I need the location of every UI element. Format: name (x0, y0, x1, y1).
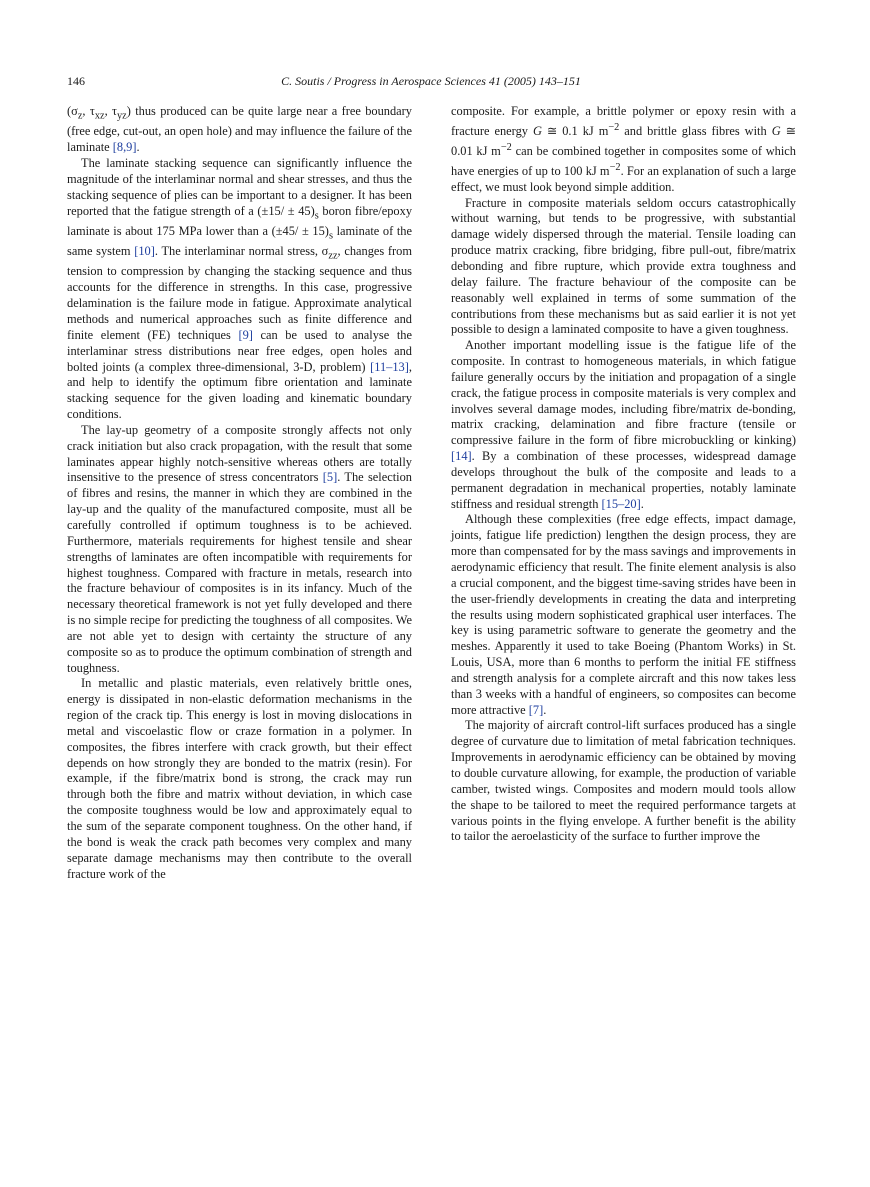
citation-link[interactable]: [8,9] (112, 140, 137, 155)
citation-link[interactable]: [10] (134, 244, 155, 259)
paragraph-stress-components: ($\sigma_z$, $\tau_{xz}$, $\tau_{yz}$) thus produced can be quite large near a free boundary (free edge, cut-out, an open hole) and may influence the failure of the laminate [8,9]. (67, 104, 413, 155)
paragraph-control-surfaces: The majority of aircraft control-lift surfaces produced has a single degree of curvature due to limitation of metal fabrication techniques. Improvements in aerodynamic efficiency can be obtained by moving to double curvature allowing, for example, the production of variable camber, twisted wings. Composites and modern mould tools allow the shape to be tailored to meet the required performance targets at various points in the flying envelope. A further benefit is the ability to tailor the aeroelasticity of the surface to further improve the (451, 718, 796, 844)
citation-link[interactable]: [11–13] (370, 359, 409, 374)
citation-link[interactable]: [5] (322, 470, 338, 485)
journal-reference: C. Soutis / Progress in Aerospace Sciences 41 (2005) 143–151 (281, 74, 581, 88)
paragraph-lay-up-geometry: The lay-up geometry of a composite strongly affects not only crack initiation but also crack propagation, with the result that some laminates appear highly notch-sensitive whereas others are totally insensitive to the presence of stress concentrators [5]. The selection of fibres and resins, the manner in which they are combined in the lay-up and the quality of the manufactured composite, must all be carefully controlled if optimum toughness is to be achieved. Furthermore, materials requirements for highest tensile and shear strengths of laminates are often incompatible with requirements for highest toughness. Compared with fracture in metals, research into the fracture behaviour of composites is in its infancy. Much of the necessary theoretical framework is not yet fully developed and there is no simple recipe for predicting the toughness of all composites. We are not able yet to design with certainty the structure of any composite so as to produce the optimum combination of strength and toughness. (67, 422, 413, 675)
paragraph-fracture-energy: composite. For example, a brittle polymer or epoxy resin with a fracture energy G ≅ 0.1 kJ $m^{-2}$ and brittle glass fibres with G ≅ 0.01 kJ $m^{-2}$ can be combined together in composites some of which have energies of up to 100 kJ $m^{-2}$. For an explanation of such a large effect, we must look beyond simple addition. (451, 104, 796, 194)
paragraph-energy-dissipation: In metallic and plastic materials, even relatively brittle ones, energy is dissipated in non-elastic deformation mechanisms in the region of the crack tip. This energy is lost in moving dislocations in metal and viscoelastic flow or craze formation in a polymer. In composites, the fibres interfere with crack growth, but their effect depends on how strongly they are bonded to the matrix (resin). For example, if the fibre/matrix bond is strong, the crack may run through both the fibre and matrix without deviation, in which case the composite toughness would be low and approximately equal to the sum of the separate component toughness. On the other hand, if the bond is weak the crack path becomes very complex and many separate damage mechanisms may then contribute to the overall fracture work of the (67, 676, 412, 881)
citation-link[interactable]: [7] (528, 702, 544, 717)
running-header (67, 73, 795, 89)
citation-link[interactable]: [15–20] (601, 496, 641, 511)
citation-link[interactable]: [9] (238, 327, 253, 342)
paragraph-stacking-sequence: The laminate stacking sequence can significantly influence the magnitude of the interlaminar normal and shear stresses, and thus the stacking sequence of plies can be important to a designer. It has been reported that the fatigue strength of a $(\pm 15/ \pm 45)_s$ boron fibre/epoxy laminate is about 175 MPa lower than a $(\pm 45/ \pm 15)_s$ laminate of the same system [10]. The interlaminar normal stress, $\sigma_{zz}$, changes from tension to compression by changing the stacking sequence and thus accounts for the difference in strengths. In this case, progressive delamination is the failure mode in fatigue. Approximate analytical methods and numerical approaches such as finite difference and finite element (FE) techniques [9] can be used to analyse the interlaminar stress distributions near free edges, open holes and bolted joints (a complex three-dimensional, 3-D, problem) [11–13], and help to identify the optimum fibre orientation and laminate stacking sequence for the given loading and kinematic boundary conditions. (67, 156, 413, 422)
left-column (67, 104, 412, 882)
paragraph-design-complexities: Although these complexities (free edge effects, impact damage, joints, fatigue life prediction) lengthen the design process, they are more than compensated for by the mass savings and improvements in aerodynamic efficiency that result. The finite element analysis is also a crucial component, and the biggest time-saving strides have been in the user-friendly developments in creating the data and interpreting the results using modern sophisticated graphical user interfaces. The key is using parametric software to generate the geometry and the meshes. Apparently it used to take Boeing (Phantom Works) in St. Louis, USA, more than 6 months to perform the initial FE stiffness and strength analysis for a complete aircraft and this now takes less than 3 weeks with a handful of engineers, so composites can become more attractive [7]. (451, 512, 796, 717)
citation-link[interactable]: [14] (451, 449, 472, 464)
paragraph-progressive-fracture: Fracture in composite materials seldom occurs catastrophically without warning, but tends to be progressive, with substantial damage widely dispersed through the material. Tensile loading can produce matrix cracking, fibre bridging, fibre pull-out, fibre/matrix debonding and fibre rupture, which provide extra toughness and delay failure. The fracture behaviour of the composite can be reasonably well explained in terms of some summation of the contributions from these mechanisms but as said earlier it is not yet possible to design a laminated composite to have a given toughness. (451, 195, 796, 337)
paragraph-fatigue-life: Another important modelling issue is the fatigue life of the composite. In contrast to homogeneous materials, in which fatigue failure generally occurs by the initiation and propagation of a single crack, the fatigue process in composite materials is very complex and involves several damage modes, including fibre/matrix de-bonding, matrix cracking, delamination and fibre fracture (tensile or compressive failure in the form of fibre microbuckling or kinking) [14]. By a combination of these processes, widespread damage develops throughout the bulk of the composite and leads to a permanent degradation in mechanical properties, notably laminate stiffness and residual strength [15–20]. (451, 338, 796, 511)
right-column (451, 104, 796, 845)
page-number: 146 (67, 74, 85, 88)
